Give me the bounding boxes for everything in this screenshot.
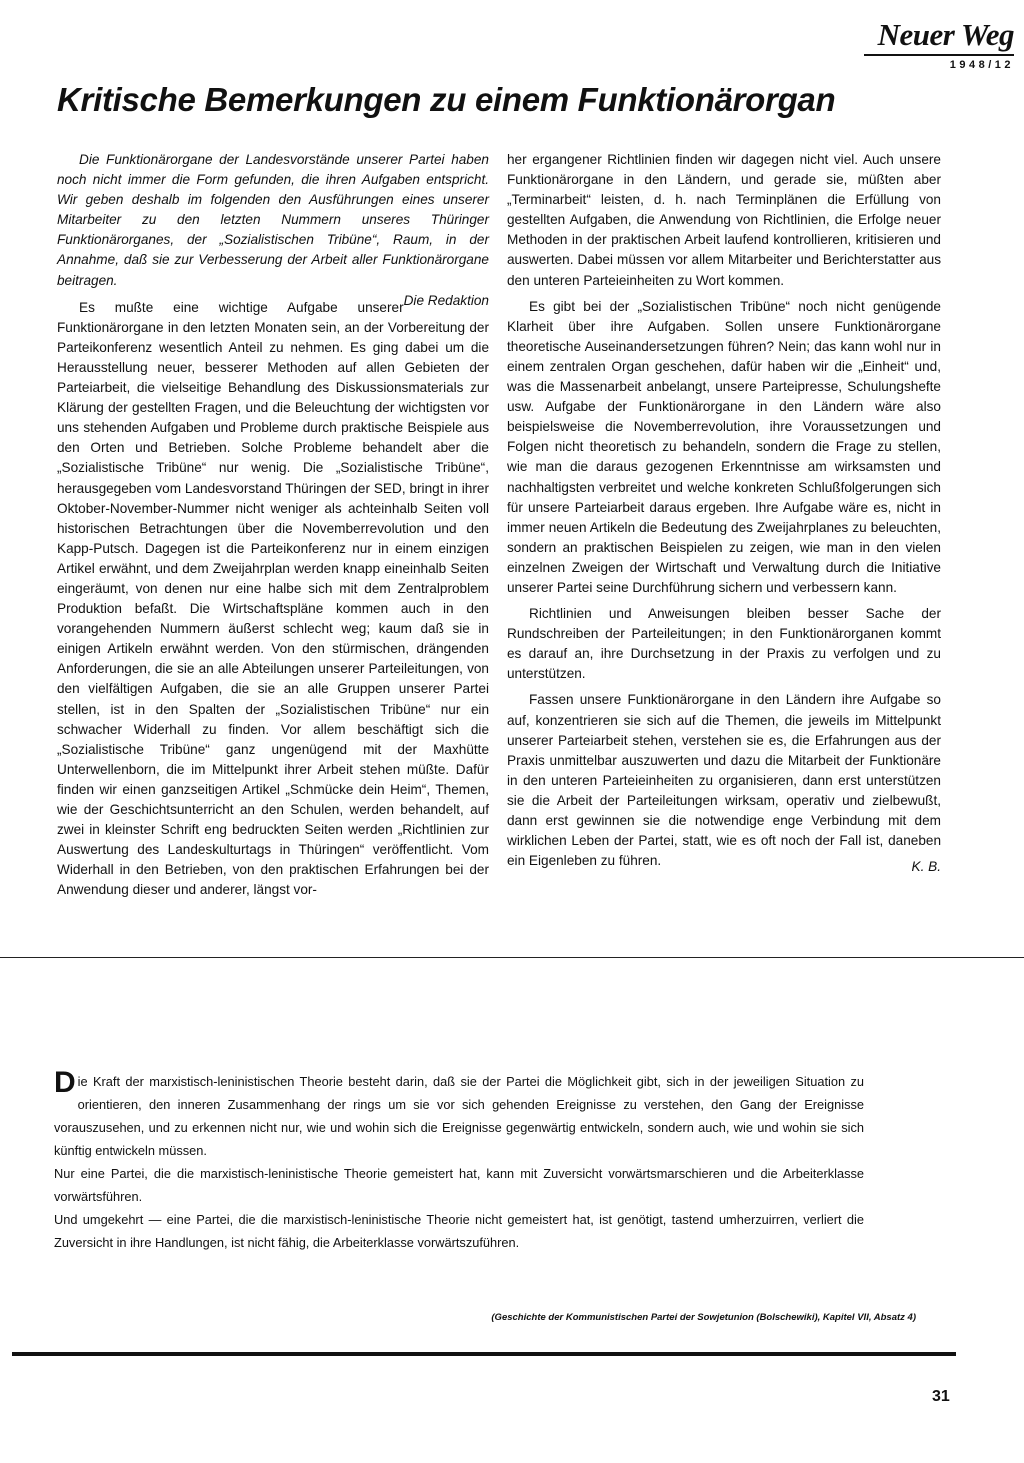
quote-paragraph-1 [54,1066,864,1162]
quote-source: (Geschichte der Kommunistischen Partei der Sowjetunion (Bolschewiki), Kapitel VII, Absatz 4) [491,1312,916,1323]
left-paragraph-1: Es mußte eine wichtige Aufgabe unserer Funktionärorgane in den letzten Monaten sein, an der Vorbereitung der Parteikonferenz wesentlich Anteil zu nehmen. Es ging dabei um die Herausstellung neuer, besserer Methoden auf allen Gebieten der Parteiarbeit, die vielseitige Behandlung des Diskussionsmaterials zur Klärung der gestellten Fragen, und die Beleuchtung der wichtigsten vor uns stehenden Aufgaben und Probleme durch praktische Beispiele aus den Orten und Betrieben. Solche Probleme behandelt aber die „Sozialistische Tribüne“ nur wenig. Die „Sozialistische Tribüne“, herausgegeben vom Landesvorstand Thüringen der SED, bringt in ihrer Oktober-November-Nummer nicht weniger als achteinhalb Seiten voll historischen Betrachtungen über die Novemberrevolution und den Kapp-Putsch. Dagegen ist die Parteikonferenz nur in einem einzigen Artikel erwähnt, und dem Zweijahrplan werden knapp eineinhalb Seiten eingeräumt, von denen nur eine halbe sich mit dem Zentralproblem Produktion befaßt. Die Wirtschaftspläne kommen auch in den vorangehenden Nummern äußerst schlecht weg; kaum daß sie in einigen Artikeln erwähnt werden. Von den stürmischen, drängenden Anforderungen, die sie an alle Abteilungen unserer Parteileitungen, von den vielfältigen Aufgaben, die sie an alle Gruppen unserer Partei stellen, ist in den Spalten der „Sozialistischen Tribüne“ nur ein schwacher Widerhall zu finden. Vor allem beschäftigt sich die „Sozialistische Tribüne“ ganz ungenügend mit der Maxhütte Unterwellenborn, die im Mittelpunkt ihrer Arbeit stehen müßte. Dafür finden wir einen ganzseitigen Artikel „Schmücke dein Heim“, Themen, wie der Geschichtsunterricht an den Schulen, werden behandelt, auf zwei in kleinster Schrift eng bedruckten Seiten werden „Richtlinien zur Auswertung des Landeskulturtags in Thüringen“ veröffentlicht. Vom Widerhall in den Betrieben, von den praktischen Erfahrungen bei der Anwendung dieser und anderer, längst vor- [57,299,489,898]
right-paragraph-3: Richtlinien und Anweisungen bleiben besser Sache der Rundschreiben der Parteileitungen; in den Funktionärorganen kommt es darauf an, ihre Durchsetzung in der Praxis zu verfolgen und zu unterstützen. [507,606,941,682]
quote-paragraph-2: Nur eine Partei, die die marxistisch-leninistische Theorie gemeistert hat, kann mit Zuversicht vorwärtsmarschieren und die Arbeiterklasse vorwärtsführen. [54,1166,864,1204]
right-paragraph-4: Fassen unsere Funktionärorgane in den Ländern ihre Aufgabe so auf, konzentrieren sie sich auf die Themen, die jeweils im Mittelpunkt unserer Parteiarbeit stehen, verstehen sie es, die Erfahrungen aus der Praxis unmittelbar auszuwerten und dazu die Mitarbeit der Funktionäre in den unteren Parteieinheiten zu organisieren, dann erst unterstützen sie die Arbeit der Parteileitungen wirksam, operativ und zielbewußt, dann erst gewinnen sie die notwendige enge Verbindung mit dem wirklichen Leben der Partei, statt, wie es oft noch der Fall ist, daneben ein Eigenleben zu führen. [507,692,941,869]
right-paragraph-2: Es gibt bei der „Sozialistischen Tribüne“ noch nicht genügende Klarheit über ihre Aufgaben. Sollen unsere Funktionärorgane theoretische Auseinandersetzungen führen? Nein; das kann wohl nur in einem zentralen Organ geschehen, dafür haben wir die „Einheit“ und, was die Massenarbeit anbelangt, unsere Parteipresse, Schulungshefte usw. Aufgabe der Funktionärorgane in den Ländern wäre also beispielsweise die Novemberrevolution, ihre Voraussetzungen und Folgen nicht theoretisch zu behandeln, sondern die Frage zu stellen, wie man die daraus gezogenen Erkenntnisse am wirksamsten und nachhaltigsten verbreitet und welche konkreten Schlußfolgerungen sich für unsere Parteiarbeit daraus ergeben. Ihre Aufgabe wäre es, nicht in immer neuen Artikeln die Bedeutung des Zweijahrplanes zu beleuchten, sondern an praktischen Beispielen zu zeigen, wie man in den vielen einzelnen Zweigen der Wirtschaft und Verwaltung durch die Initiative unserer Partei seine Durchführung sichern und verbessern kann. [507,298,941,595]
quote-dropcap: D [54,1066,76,1099]
bottom-rule [12,1352,956,1356]
quote-paragraph-1-text: ie Kraft der marxistisch-leninistischen Theorie besteht darin, daß sie der Partei die Möglichkeit gibt, sich in der jeweiligen Situation zu orientieren, den inneren Zusammenhang der rings um sie vor sich gehenden Ereignisse zu verstehen, den Gang der Ereignisse vorauszusehen, und zu erkennen nicht nur, wie und wohin sich die Ereignisse gegenwärtig entwickeln, sondern auch, wie und wohin sie sich künftig entwickeln müssen. [54,1074,864,1158]
intro-text: Die Funktionärorgane der Landesvorstände unserer Partei haben noch nicht immer die Form gefunden, die ihren Aufgaben entspricht. Wir geben deshalb im folgenden den Ausführungen eines unserer Mitarbeiter zu den letzten Nummern unseres Thüringer Funktionärorganes, der „Sozialistischen Tribüne“, Raum, in der Annahme, daß sie zur Verbesserung der Arbeit aller Funktionärorgane beitragen. [57,152,489,288]
masthead-logo: Neuer Weg [864,18,1014,56]
author-signature: K. B. [911,859,941,875]
issue-number: 1948/12 [949,59,1014,71]
article-title: Kritische Bemerkungen zu einem Funktionärorgan [57,81,836,118]
masthead [864,18,1014,71]
section-divider [0,957,1024,958]
quote-paragraph-3: Und umgekehrt — eine Partei, die die marxistisch-leninistische Theorie nicht gemeistert hat, ist genötigt, tastend umherzuirren, verliert die Zuversicht in ihre Handlungen, ist nicht fähig, die Arbeiterklasse vorwärtszuführen. [54,1212,864,1250]
quote-box [54,1066,864,1254]
left-column [57,150,489,906]
page-number: 31 [932,1388,950,1405]
editorial-intro [57,150,489,308]
right-column [507,150,941,877]
right-paragraph-1: her ergangener Richtlinien finden wir dagegen nicht viel. Auch unsere Funktionärorgane in den Ländern, und gerade sie, müßten aber „Terminarbeit“ leisten, d. h. nach Terminplänen die Erfüllung von gestellten Aufgaben, die Anwendung von Richtlinien, die Erfolge neuer Methoden in der praktischen Arbeit laufend kontrollieren, kritisieren und auswerten. Dabei müssen vor allem Mitarbeiter und Berichterstatter aus den unteren Parteieinheiten zu Wort kommen. [507,152,941,288]
intro-signature: Die Redaktion [403,292,489,308]
